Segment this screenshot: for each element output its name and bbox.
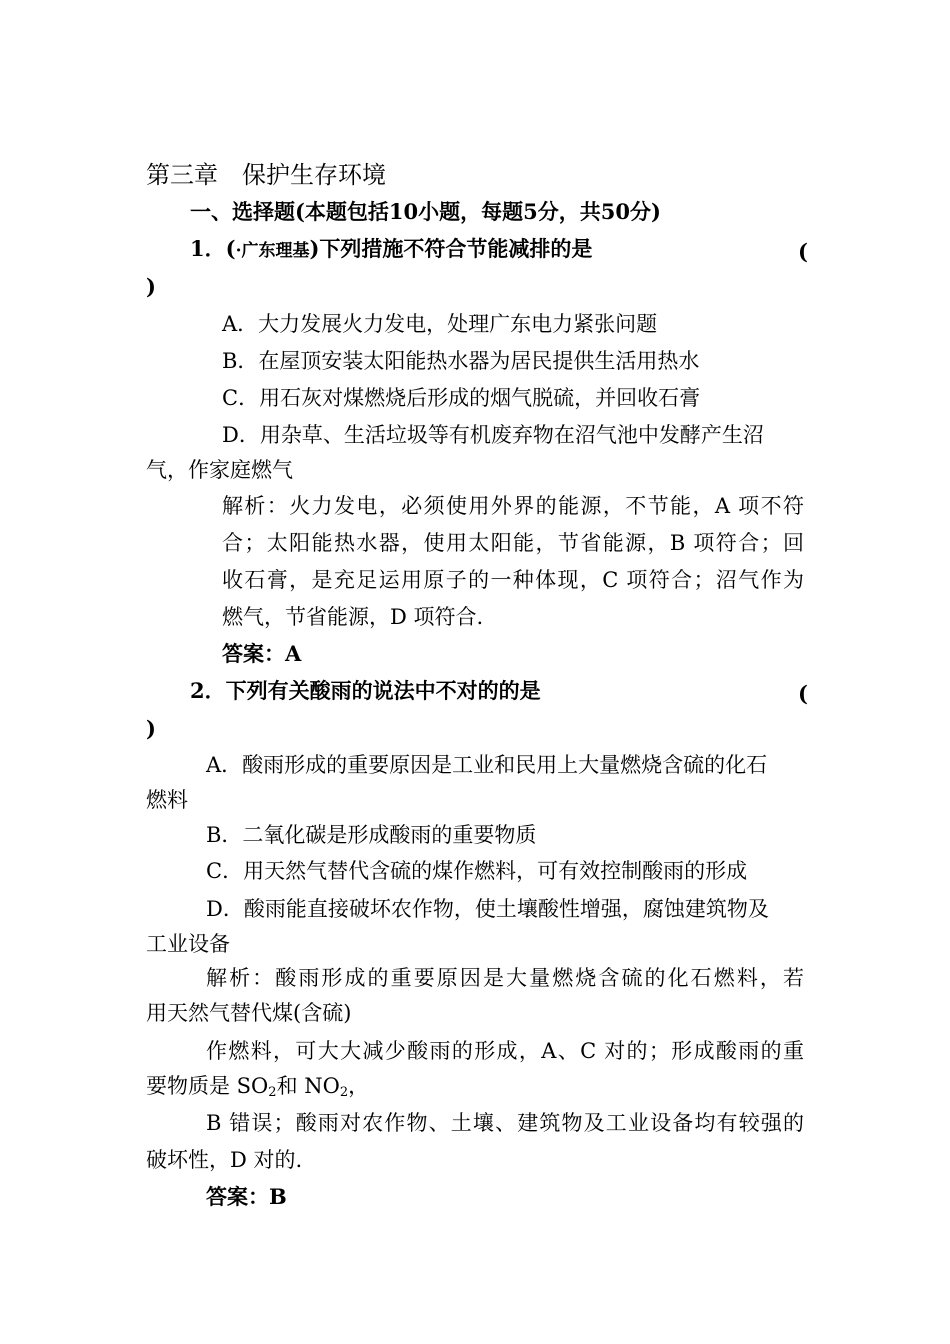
q2-analysis-line: 破坏性，D 对的. (146, 1148, 303, 1172)
q2-paren-close: ) (146, 716, 156, 741)
q1-option-d: D．用杂草、生活垃圾等有机废弃物在沼气池中发酵产生沼 (222, 423, 764, 447)
q2-analysis-line: 解析：酸雨形成的重要原因是大量燃烧含硫的化石燃料，若 (206, 966, 804, 990)
q2-chem-sub: 2 (268, 1085, 277, 1100)
q2-analysis-line: 用天然气替代煤(含硫) (146, 1001, 352, 1025)
q2-answer: 答案：B (206, 1184, 287, 1209)
q1-analysis-line: 燃气，节省能源，D 项符合. (222, 605, 484, 629)
q2-option-d: D．酸雨能直接破坏农作物，使土壤酸性增强，腐蚀建筑物及 (206, 897, 769, 921)
q1-option-a: A．大力发展火力发电，处理广东电力紧张问题 (222, 312, 658, 336)
q1-option-b: B．在屋顶安装太阳能热水器为居民提供生活用热水 (222, 349, 700, 373)
q2-chem-middle: 和 NO (276, 1074, 340, 1098)
q2-analysis-line: 作燃料，可大大减少酸雨的形成，A、C 对的；形成酸雨的重 (206, 1039, 804, 1063)
q1-stem-suffix: )下列措施不符合节能减排的是 (309, 236, 593, 261)
q2-analysis-chem-line (146, 1072, 369, 1100)
q2-chem-prefix: 要物质是 SO (146, 1074, 269, 1098)
chapter-title: 第三章 保护生存环境 (146, 161, 386, 189)
q2-option-d-cont: 工业设备 (146, 932, 230, 956)
q1-option-c: C．用石灰对煤燃烧后形成的烟气脱硫，并回收石膏 (222, 386, 701, 410)
q2-option-b: B．二氧化碳是形成酸雨的重要物质 (206, 823, 537, 847)
q2-paren-open: ( (798, 681, 808, 706)
q1-analysis-line: 收石膏，是充足运用原子的一种体现，C 项符合；沼气作为 (222, 568, 804, 592)
q1-answer: 答案：A (222, 641, 302, 666)
q1-analysis-line: 合；太阳能热水器，使用太阳能，节省能源，B 项符合；回 (222, 531, 804, 555)
q2-chem-suffix: ， (348, 1074, 370, 1098)
q1-option-d-cont: 气，作家庭燃气 (146, 458, 293, 482)
q2-stem: 2．下列有关酸雨的说法中不对的的是 (190, 678, 541, 703)
q1-analysis-line: 解析：火力发电，必须使用外界的能源，不节能，A 项不符 (222, 494, 804, 518)
section-heading: 一、选择题(本题包括10小题，每题5分，共50分) (190, 199, 661, 224)
q1-source: ·广东理基 (235, 241, 310, 261)
q2-chem-sub: 2 (339, 1085, 349, 1100)
q2-option-c: C．用天然气替代含硫的煤作燃料，可有效控制酸雨的形成 (206, 859, 748, 883)
q1-paren-open: ( (798, 239, 808, 264)
q2-option-a: A．酸雨形成的重要原因是工业和民用上大量燃烧含硫的化石 (206, 753, 768, 777)
q2-option-a-cont: 燃料 (146, 788, 188, 812)
q2-analysis-line: B 错误；酸雨对农作物、土壤、建筑物及工业设备均有较强的 (206, 1111, 804, 1135)
q1-stem-prefix: 1．( (190, 236, 236, 261)
q1-paren-close: ) (146, 274, 156, 299)
q1-stem (190, 235, 592, 265)
